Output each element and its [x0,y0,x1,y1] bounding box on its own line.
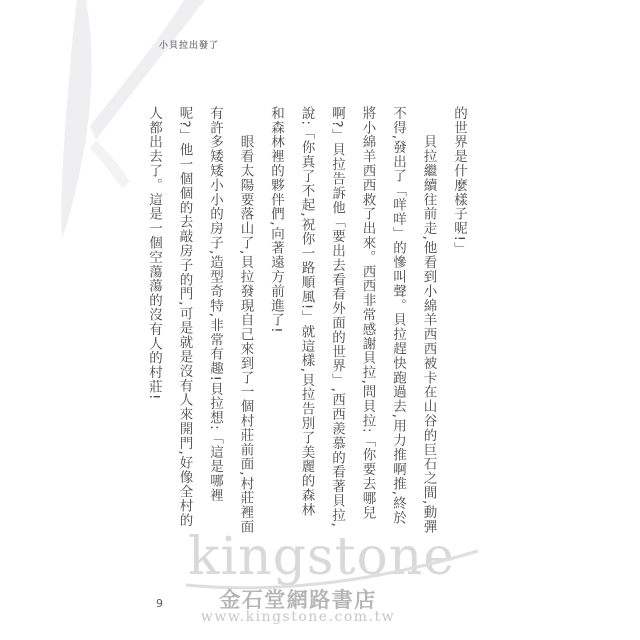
text-column: 啊?」貝拉告訴他「要出去看看外面的世界」,西西羨慕的看著貝拉, [329,106,345,528]
page-text-block [139,106,475,584]
text-column: 人都出去了。這是一個空蕩蕩的沒有人的村莊! [146,106,162,401]
text-column: 的世界是什麼樣子呢!」 [451,106,467,257]
text-column: 貝拉繼續往前走,他看到小綿羊西西被卡在山谷的巨石之間,動彈 [420,106,437,534]
text-column: 眼看太陽要落山了,貝拉發現自己來到了一個村莊前面,村莊裡面 [237,106,254,534]
page-number: 9 [156,597,163,610]
text-column: 和森林裡的夥伴們,向著遠方前進了! [268,106,284,334]
text-column: 有許多矮矮小小的房子,造型奇特,非常有趣!貝拉想:「這是哪裡 [207,106,223,503]
text-column: 說:「你真了不起,祝你一路順風!」就這樣,貝拉告別了美麗的森林 [298,106,315,517]
kingstone-store-name-watermark: 金石堂網路書店 [219,588,377,612]
text-column: 呢?」他一個個的去敲房子的門,可是就是沒有人來開門,好像全村的 [176,106,193,528]
running-header-title: 小貝拉出發了 [159,41,220,51]
text-column: 不得,發出了「咩咩」的慘叫聲。貝拉趕快跑過去,用力推啊推,終於 [390,106,406,525]
kingstone-logo-watermark: kingstone [188,527,456,587]
text-column: 將小綿羊西西救了出來。西西非常感謝貝拉,問貝拉:「你要去哪兒 [359,106,376,520]
kingstone-url-watermark: www.kingstone.com.tw [200,609,396,625]
